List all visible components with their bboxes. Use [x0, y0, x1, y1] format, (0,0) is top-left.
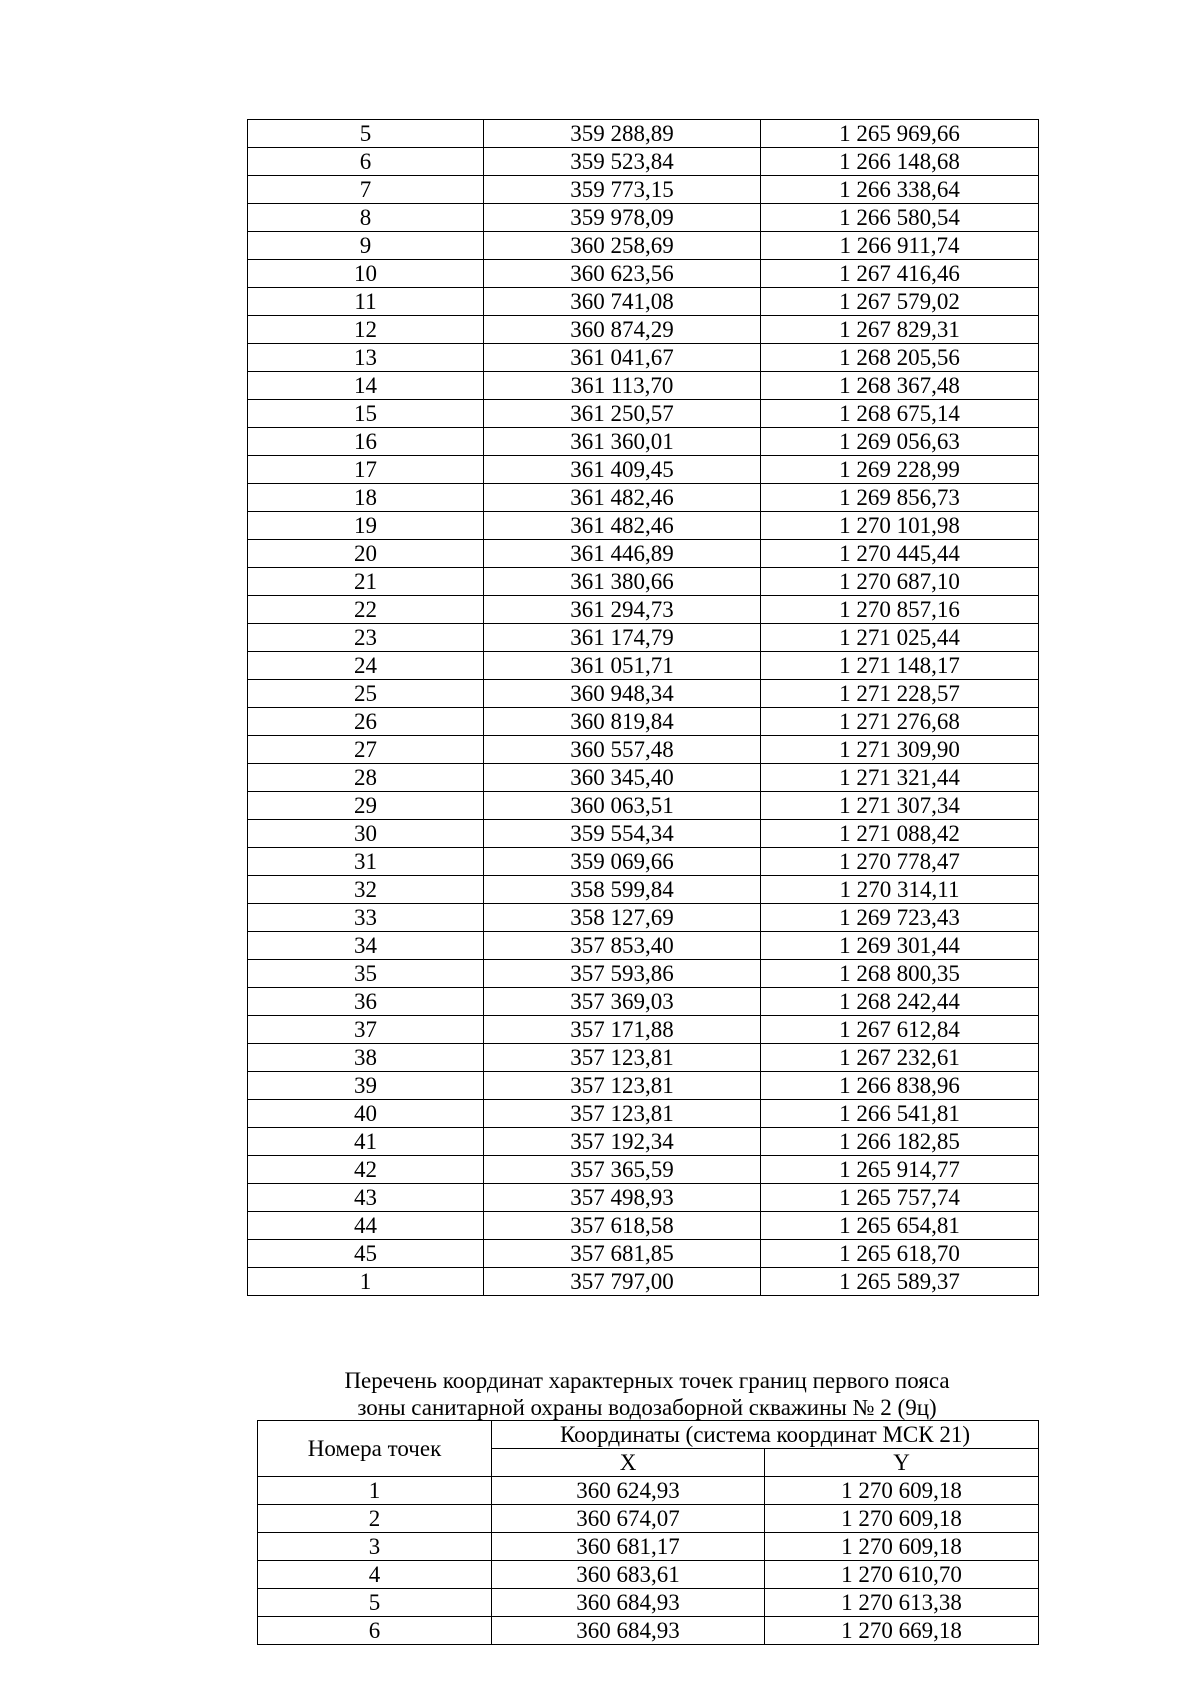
point-number-cell: 37: [248, 1016, 484, 1044]
table-row: [248, 540, 1039, 568]
table-row: [248, 1212, 1039, 1240]
header-point-numbers: Номера точек: [258, 1421, 492, 1477]
point-number-cell: 41: [248, 1128, 484, 1156]
point-number-cell: 31: [248, 848, 484, 876]
y-coordinate-cell: 1 267 232,61: [761, 1044, 1039, 1072]
y-coordinate-cell: 1 270 687,10: [761, 568, 1039, 596]
point-number-cell: 38: [248, 1044, 484, 1072]
y-coordinate-cell: 1 267 416,46: [761, 260, 1039, 288]
table-row: [248, 932, 1039, 960]
x-coordinate-cell: 360 684,93: [492, 1589, 765, 1617]
y-coordinate-cell: 1 266 911,74: [761, 232, 1039, 260]
x-coordinate-cell: 357 365,59: [484, 1156, 761, 1184]
point-number-cell: 29: [248, 792, 484, 820]
y-coordinate-cell: 1 266 580,54: [761, 204, 1039, 232]
table-row: [248, 120, 1039, 148]
y-coordinate-cell: 1 270 314,11: [761, 876, 1039, 904]
well-2-table-header: [258, 1421, 1039, 1477]
x-coordinate-cell: 359 773,15: [484, 176, 761, 204]
table-row: [258, 1477, 1039, 1505]
table-row: [248, 484, 1039, 512]
x-coordinate-cell: 359 288,89: [484, 120, 761, 148]
point-number-cell: 32: [248, 876, 484, 904]
table-row: [258, 1589, 1039, 1617]
point-number-cell: 16: [248, 428, 484, 456]
x-coordinate-cell: 361 113,70: [484, 372, 761, 400]
x-coordinate-cell: 361 380,66: [484, 568, 761, 596]
point-number-cell: 4: [258, 1561, 492, 1589]
x-coordinate-cell: 358 599,84: [484, 876, 761, 904]
point-number-cell: 6: [258, 1617, 492, 1645]
point-number-cell: 36: [248, 988, 484, 1016]
point-number-cell: 1: [258, 1477, 492, 1505]
point-number-cell: 5: [258, 1589, 492, 1617]
y-coordinate-cell: 1 265 589,37: [761, 1268, 1039, 1296]
point-number-cell: 11: [248, 288, 484, 316]
x-coordinate-cell: 360 681,17: [492, 1533, 765, 1561]
x-coordinate-cell: 360 948,34: [484, 680, 761, 708]
table-row: [248, 1268, 1039, 1296]
point-number-cell: 15: [248, 400, 484, 428]
y-coordinate-cell: 1 270 857,16: [761, 596, 1039, 624]
coordinates-table-continued-body: [248, 120, 1039, 1296]
y-coordinate-cell: 1 269 228,99: [761, 456, 1039, 484]
table-row: [248, 792, 1039, 820]
y-coordinate-cell: 1 271 276,68: [761, 708, 1039, 736]
y-coordinate-cell: 1 267 829,31: [761, 316, 1039, 344]
table-row: [248, 988, 1039, 1016]
point-number-cell: 2: [258, 1505, 492, 1533]
point-number-cell: 39: [248, 1072, 484, 1100]
point-number-cell: 42: [248, 1156, 484, 1184]
x-coordinate-cell: 358 127,69: [484, 904, 761, 932]
table-row: [248, 876, 1039, 904]
table-row: [248, 1184, 1039, 1212]
point-number-cell: 14: [248, 372, 484, 400]
y-coordinate-cell: 1 266 182,85: [761, 1128, 1039, 1156]
table-row: [248, 904, 1039, 932]
point-number-cell: 6: [248, 148, 484, 176]
table-row: [248, 652, 1039, 680]
table-row: [248, 232, 1039, 260]
coordinates-table-continued: [247, 119, 1039, 1296]
point-number-cell: 26: [248, 708, 484, 736]
y-coordinate-cell: 1 268 205,56: [761, 344, 1039, 372]
x-coordinate-cell: 361 051,71: [484, 652, 761, 680]
header-y: Y: [765, 1449, 1039, 1477]
x-coordinate-cell: 360 683,61: [492, 1561, 765, 1589]
y-coordinate-cell: 1 269 856,73: [761, 484, 1039, 512]
header-coordinates: Координаты (система координат МСК 21): [492, 1421, 1039, 1449]
y-coordinate-cell: 1 270 613,38: [765, 1589, 1039, 1617]
x-coordinate-cell: 360 674,07: [492, 1505, 765, 1533]
y-coordinate-cell: 1 270 101,98: [761, 512, 1039, 540]
table-row: [248, 1100, 1039, 1128]
point-number-cell: 7: [248, 176, 484, 204]
table-row: [248, 596, 1039, 624]
x-coordinate-cell: 361 294,73: [484, 596, 761, 624]
table-row: [248, 148, 1039, 176]
y-coordinate-cell: 1 270 609,18: [765, 1533, 1039, 1561]
x-coordinate-cell: 360 623,56: [484, 260, 761, 288]
table-row: [248, 960, 1039, 988]
y-coordinate-cell: 1 271 228,57: [761, 680, 1039, 708]
table-row: [248, 1128, 1039, 1156]
y-coordinate-cell: 1 269 723,43: [761, 904, 1039, 932]
y-coordinate-cell: 1 267 579,02: [761, 288, 1039, 316]
table-row: [248, 848, 1039, 876]
y-coordinate-cell: 1 271 309,90: [761, 736, 1039, 764]
point-number-cell: 9: [248, 232, 484, 260]
table-row: [258, 1561, 1039, 1589]
point-number-cell: 17: [248, 456, 484, 484]
table-row: [248, 1044, 1039, 1072]
y-coordinate-cell: 1 268 242,44: [761, 988, 1039, 1016]
y-coordinate-cell: 1 265 618,70: [761, 1240, 1039, 1268]
y-coordinate-cell: 1 271 088,42: [761, 820, 1039, 848]
header-x: X: [492, 1449, 765, 1477]
point-number-cell: 10: [248, 260, 484, 288]
point-number-cell: 13: [248, 344, 484, 372]
point-number-cell: 1: [248, 1268, 484, 1296]
y-coordinate-cell: 1 270 669,18: [765, 1617, 1039, 1645]
table-row: [248, 1016, 1039, 1044]
x-coordinate-cell: 357 618,58: [484, 1212, 761, 1240]
y-coordinate-cell: 1 265 914,77: [761, 1156, 1039, 1184]
point-number-cell: 25: [248, 680, 484, 708]
table-row: [248, 764, 1039, 792]
y-coordinate-cell: 1 271 321,44: [761, 764, 1039, 792]
table-row: [248, 680, 1039, 708]
table-row: [248, 428, 1039, 456]
x-coordinate-cell: 357 171,88: [484, 1016, 761, 1044]
y-coordinate-cell: 1 266 541,81: [761, 1100, 1039, 1128]
table-row: [258, 1505, 1039, 1533]
x-coordinate-cell: 357 593,86: [484, 960, 761, 988]
x-coordinate-cell: 359 978,09: [484, 204, 761, 232]
table-row: [248, 736, 1039, 764]
point-number-cell: 12: [248, 316, 484, 344]
y-coordinate-cell: 1 271 025,44: [761, 624, 1039, 652]
table-row: [248, 708, 1039, 736]
x-coordinate-cell: 357 681,85: [484, 1240, 761, 1268]
y-coordinate-cell: 1 271 148,17: [761, 652, 1039, 680]
header-row-1: [258, 1421, 1039, 1449]
table-row: [248, 400, 1039, 428]
x-coordinate-cell: 357 123,81: [484, 1100, 761, 1128]
y-coordinate-cell: 1 265 757,74: [761, 1184, 1039, 1212]
point-number-cell: 22: [248, 596, 484, 624]
point-number-cell: 3: [258, 1533, 492, 1561]
point-number-cell: 20: [248, 540, 484, 568]
point-number-cell: 30: [248, 820, 484, 848]
table-row: [248, 372, 1039, 400]
x-coordinate-cell: 361 041,67: [484, 344, 761, 372]
y-coordinate-cell: 1 266 338,64: [761, 176, 1039, 204]
table-row: [248, 316, 1039, 344]
point-number-cell: 21: [248, 568, 484, 596]
y-coordinate-cell: 1 268 367,48: [761, 372, 1039, 400]
point-number-cell: 24: [248, 652, 484, 680]
y-coordinate-cell: 1 270 610,70: [765, 1561, 1039, 1589]
x-coordinate-cell: 357 498,93: [484, 1184, 761, 1212]
point-number-cell: 40: [248, 1100, 484, 1128]
x-coordinate-cell: 361 360,01: [484, 428, 761, 456]
y-coordinate-cell: 1 268 800,35: [761, 960, 1039, 988]
x-coordinate-cell: 357 123,81: [484, 1072, 761, 1100]
x-coordinate-cell: 360 345,40: [484, 764, 761, 792]
caption-line-2: зоны санитарной охраны водозаборной скважины № 2 (9ц): [357, 1395, 937, 1420]
point-number-cell: 18: [248, 484, 484, 512]
point-number-cell: 35: [248, 960, 484, 988]
table-row: [248, 1240, 1039, 1268]
x-coordinate-cell: 361 446,89: [484, 540, 761, 568]
table-row: [248, 624, 1039, 652]
y-coordinate-cell: 1 271 307,34: [761, 792, 1039, 820]
table-row: [248, 260, 1039, 288]
y-coordinate-cell: 1 266 838,96: [761, 1072, 1039, 1100]
x-coordinate-cell: 360 684,93: [492, 1617, 765, 1645]
x-coordinate-cell: 361 250,57: [484, 400, 761, 428]
well-2-table-body: [258, 1477, 1039, 1645]
x-coordinate-cell: 361 409,45: [484, 456, 761, 484]
point-number-cell: 8: [248, 204, 484, 232]
table-row: [248, 1156, 1039, 1184]
x-coordinate-cell: 359 069,66: [484, 848, 761, 876]
x-coordinate-cell: 361 174,79: [484, 624, 761, 652]
x-coordinate-cell: 359 523,84: [484, 148, 761, 176]
x-coordinate-cell: 360 557,48: [484, 736, 761, 764]
x-coordinate-cell: 360 063,51: [484, 792, 761, 820]
table-row: [248, 288, 1039, 316]
caption-line-1: Перечень координат характерных точек границ первого пояса: [344, 1368, 950, 1393]
table-row: [248, 820, 1039, 848]
y-coordinate-cell: 1 270 609,18: [765, 1477, 1039, 1505]
table-row: [248, 344, 1039, 372]
y-coordinate-cell: 1 268 675,14: [761, 400, 1039, 428]
y-coordinate-cell: 1 265 654,81: [761, 1212, 1039, 1240]
point-number-cell: 45: [248, 1240, 484, 1268]
table-row: [248, 456, 1039, 484]
point-number-cell: 44: [248, 1212, 484, 1240]
table-row: [248, 176, 1039, 204]
y-coordinate-cell: 1 266 148,68: [761, 148, 1039, 176]
table-row: [258, 1533, 1039, 1561]
y-coordinate-cell: 1 270 609,18: [765, 1505, 1039, 1533]
y-coordinate-cell: 1 270 445,44: [761, 540, 1039, 568]
x-coordinate-cell: 357 797,00: [484, 1268, 761, 1296]
x-coordinate-cell: 357 369,03: [484, 988, 761, 1016]
x-coordinate-cell: 357 123,81: [484, 1044, 761, 1072]
table-caption: [247, 1367, 1047, 1421]
y-coordinate-cell: 1 269 056,63: [761, 428, 1039, 456]
table-row: [248, 1072, 1039, 1100]
y-coordinate-cell: 1 267 612,84: [761, 1016, 1039, 1044]
x-coordinate-cell: 357 192,34: [484, 1128, 761, 1156]
x-coordinate-cell: 360 258,69: [484, 232, 761, 260]
x-coordinate-cell: 359 554,34: [484, 820, 761, 848]
x-coordinate-cell: 361 482,46: [484, 484, 761, 512]
x-coordinate-cell: 360 741,08: [484, 288, 761, 316]
y-coordinate-cell: 1 270 778,47: [761, 848, 1039, 876]
table-row: [248, 204, 1039, 232]
point-number-cell: 43: [248, 1184, 484, 1212]
x-coordinate-cell: 360 874,29: [484, 316, 761, 344]
x-coordinate-cell: 357 853,40: [484, 932, 761, 960]
point-number-cell: 5: [248, 120, 484, 148]
point-number-cell: 28: [248, 764, 484, 792]
point-number-cell: 23: [248, 624, 484, 652]
table-row: [248, 568, 1039, 596]
point-number-cell: 19: [248, 512, 484, 540]
table-row: [258, 1617, 1039, 1645]
point-number-cell: 34: [248, 932, 484, 960]
x-coordinate-cell: 360 819,84: [484, 708, 761, 736]
well-2-coordinates-table: [257, 1420, 1039, 1645]
point-number-cell: 27: [248, 736, 484, 764]
y-coordinate-cell: 1 269 301,44: [761, 932, 1039, 960]
x-coordinate-cell: 361 482,46: [484, 512, 761, 540]
point-number-cell: 33: [248, 904, 484, 932]
table-row: [248, 512, 1039, 540]
x-coordinate-cell: 360 624,93: [492, 1477, 765, 1505]
y-coordinate-cell: 1 265 969,66: [761, 120, 1039, 148]
